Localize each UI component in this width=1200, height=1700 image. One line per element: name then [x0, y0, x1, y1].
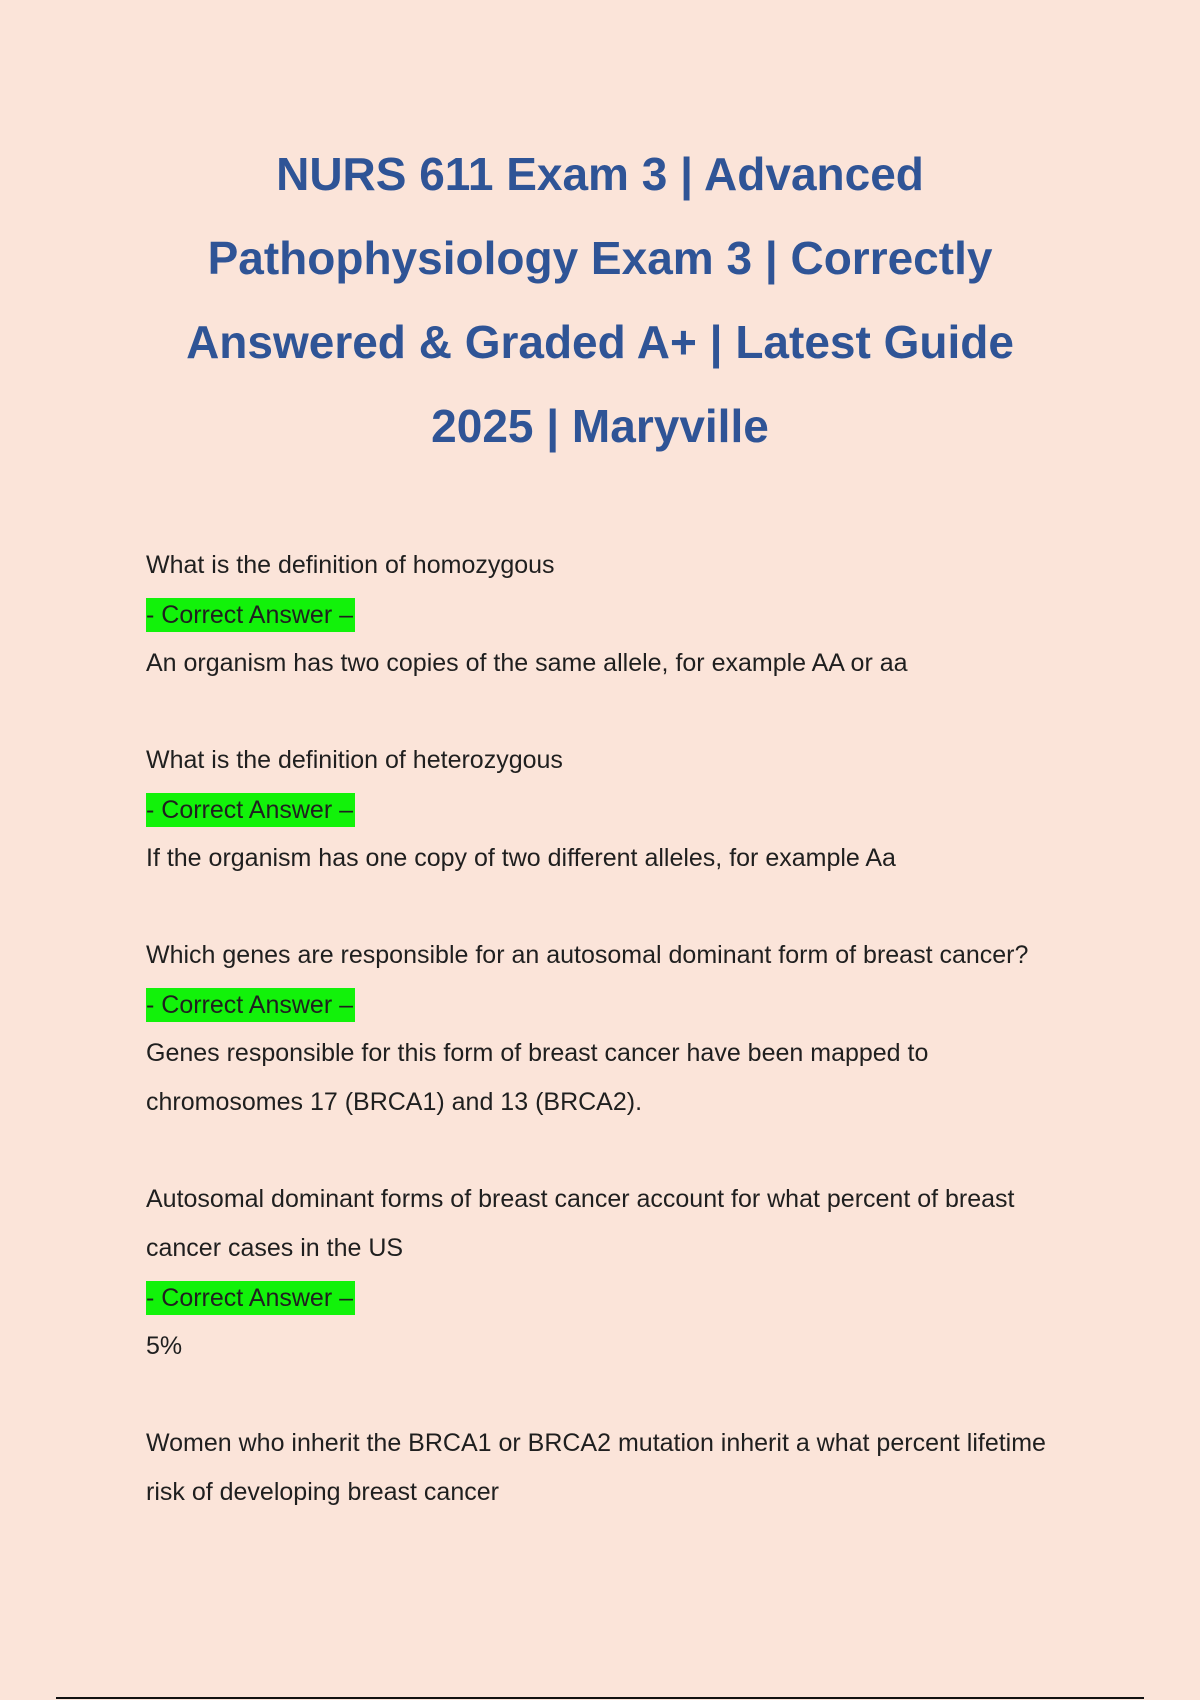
answer-label-row [146, 590, 1046, 639]
qa-item-2 [146, 736, 1046, 883]
qa-item-3 [146, 931, 1046, 1127]
question-text: Women who inherit the BRCA1 or BRCA2 mutation inherit a what percent lifetime risk of developing breast cancer [146, 1429, 1046, 1506]
correct-answer-label: - Correct Answer – [146, 598, 355, 632]
footer-divider [56, 1697, 1144, 1699]
qa-list [146, 541, 1046, 1565]
answer-text: 5% [146, 1332, 183, 1360]
qa-item-1 [146, 541, 1046, 688]
answer-label-row [146, 980, 1046, 1029]
qa-item-5 [146, 1419, 1046, 1517]
answer-text: An organism has two copies of the same allele, for example AA or aa [146, 649, 908, 677]
correct-answer-label: - Correct Answer – [146, 988, 355, 1022]
answer-label-row [146, 785, 1046, 834]
question-text: What is the definition of homozygous [146, 551, 555, 579]
qa-item-4 [146, 1175, 1046, 1371]
correct-answer-label: - Correct Answer – [146, 793, 355, 827]
document-title: NURS 611 Exam 3 | Advanced Pathophysiology Exam 3 | Correctly Answered & Graded A+ | Latest Guide 2025 | Maryville [186, 148, 1014, 452]
correct-answer-label: - Correct Answer – [146, 1281, 355, 1315]
answer-text: If the organism has one copy of two different alleles, for example Aa [146, 844, 896, 872]
question-text: Autosomal dominant forms of breast cancer account for what percent of breast cancer cases in the US [146, 1185, 1015, 1262]
answer-label-row [146, 1273, 1046, 1322]
answer-text: Genes responsible for this form of breast cancer have been mapped to chromosomes 17 (BRCA1) and 13 (BRCA2). [146, 1039, 929, 1116]
question-text: What is the definition of heterozygous [146, 746, 563, 774]
question-text: Which genes are responsible for an autosomal dominant form of breast cancer? [146, 941, 1029, 969]
